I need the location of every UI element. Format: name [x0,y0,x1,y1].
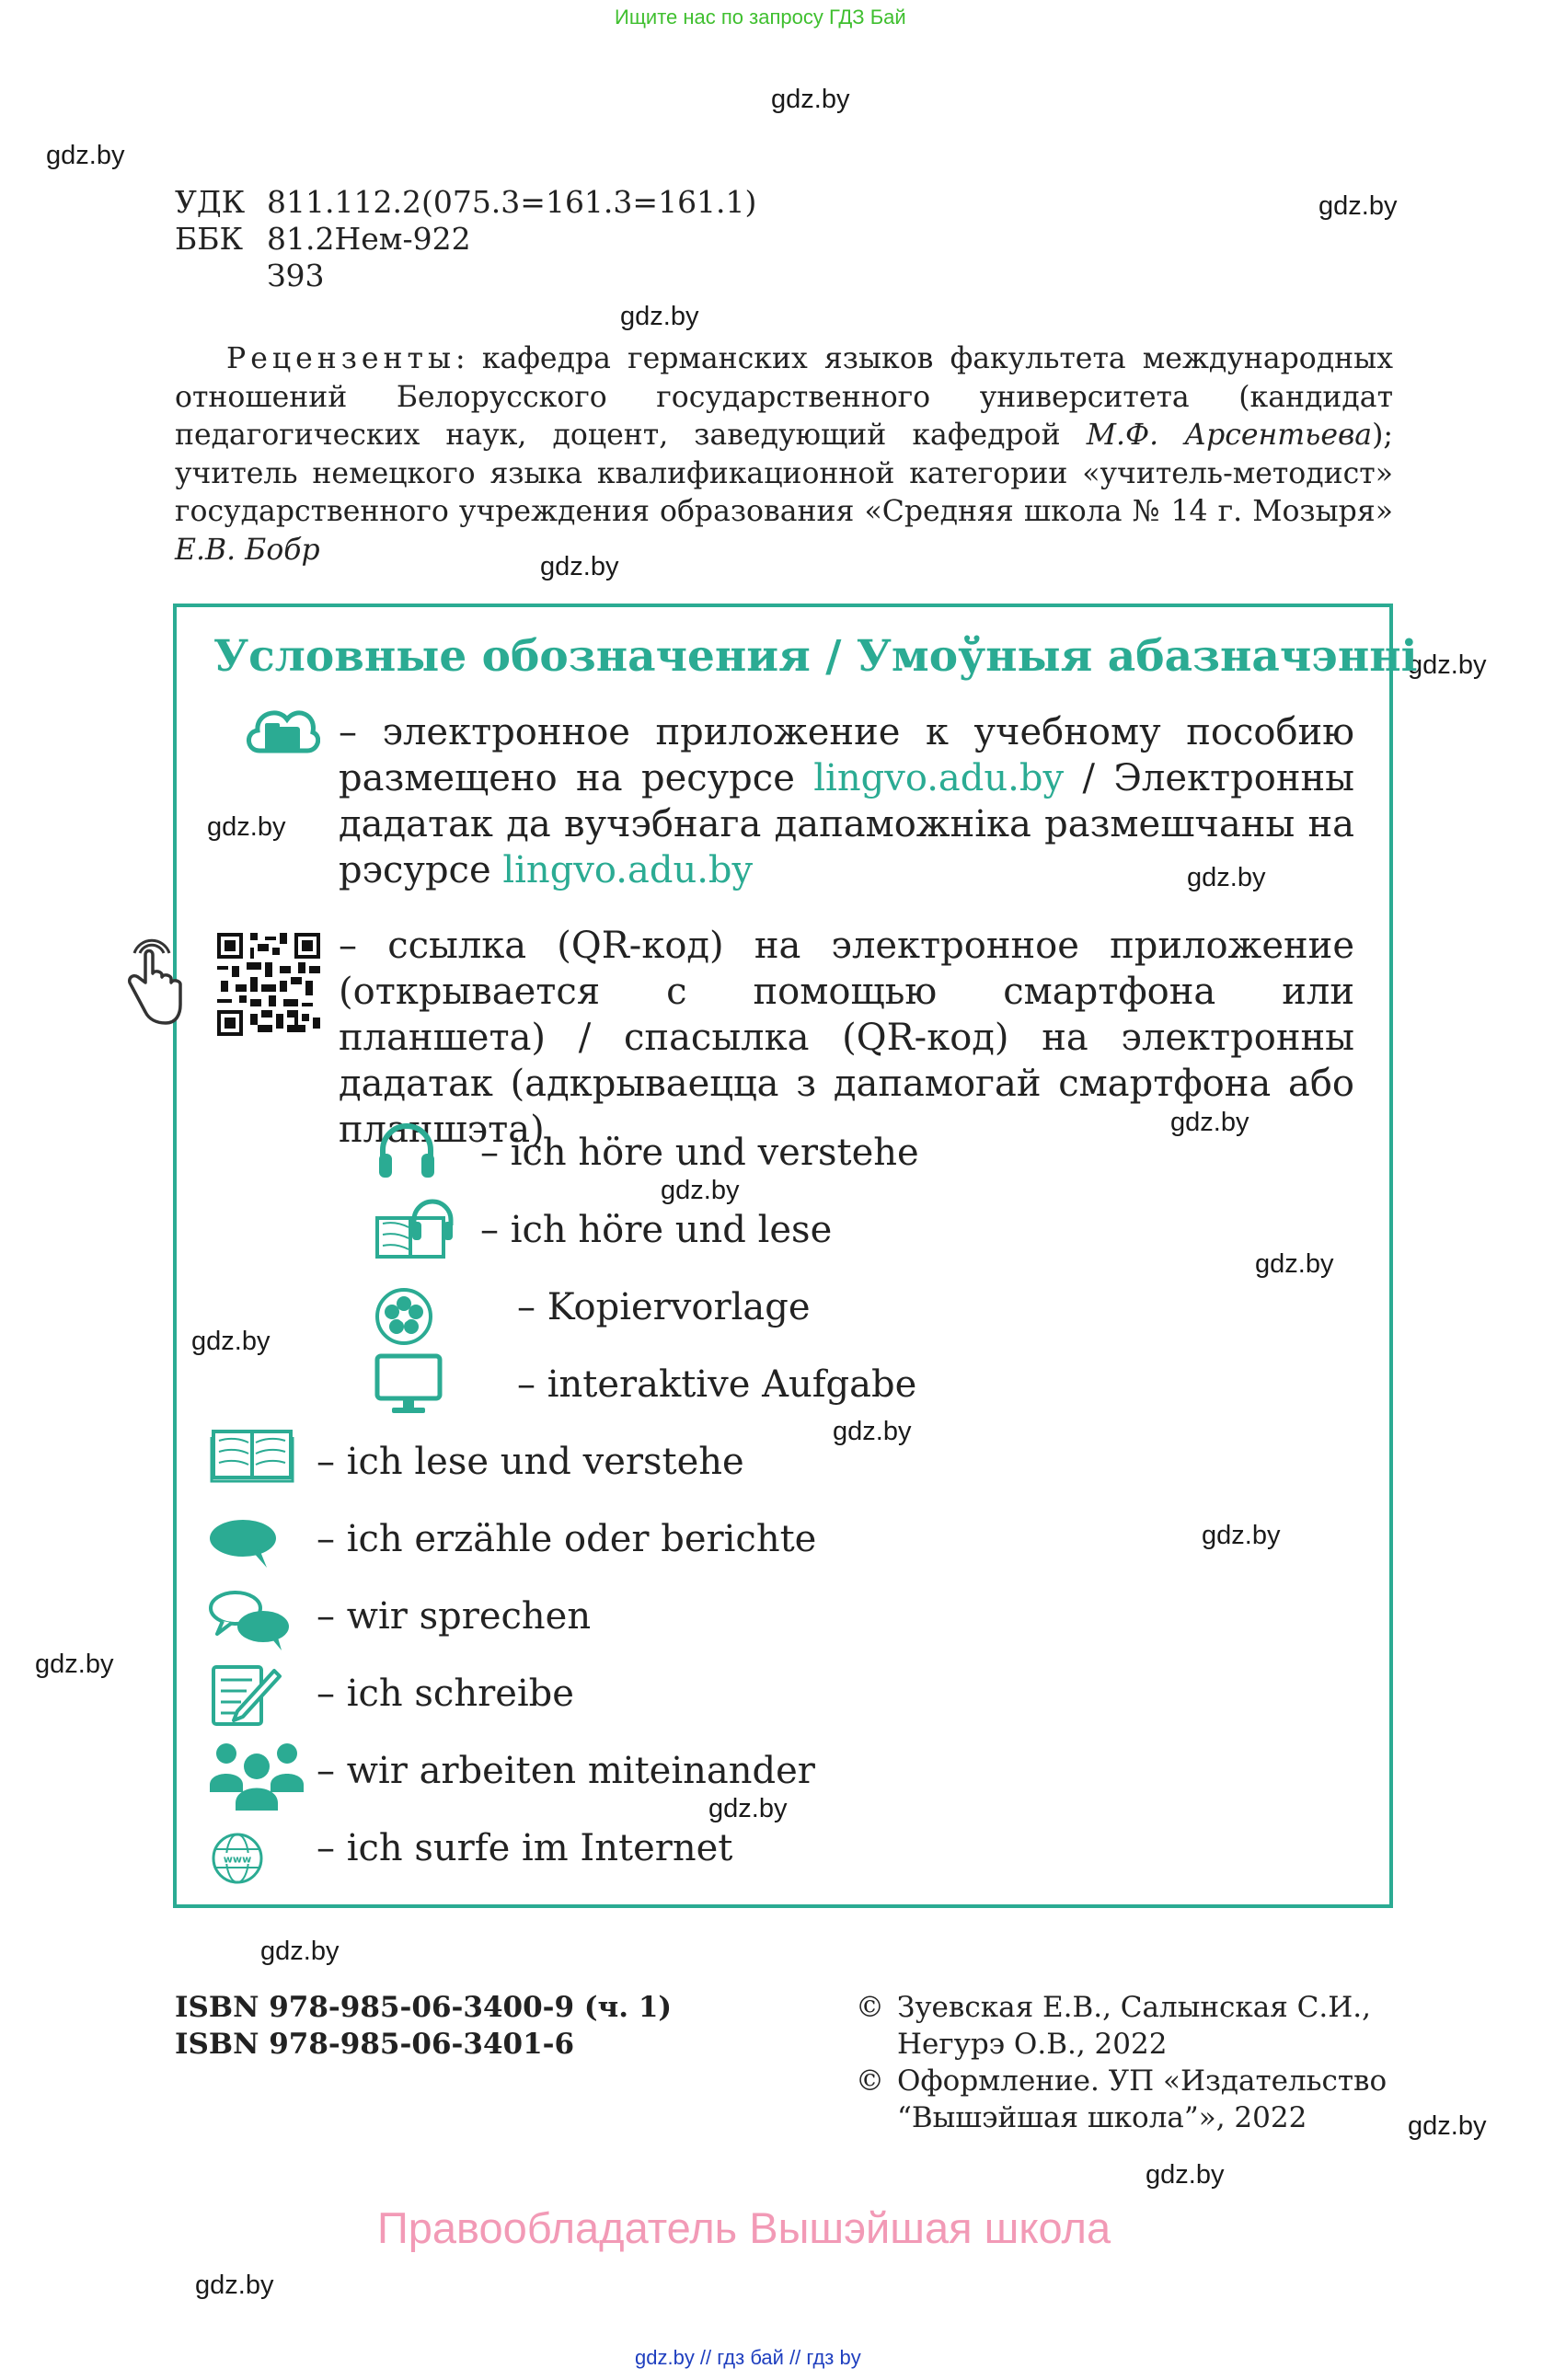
hand-pointer-icon [120,927,184,1029]
lingvo-link[interactable]: lingvo.adu.by [813,757,1065,799]
legend-item-label: – interaktive Aufgabe [517,1363,917,1406]
headphones-icon [375,1119,438,1179]
udk-label: УДК [175,184,246,220]
legend-item-label: – ich erzähle oder berichte [317,1518,817,1560]
watermark: gdz.by [195,2271,274,2300]
qr-code-icon[interactable] [217,933,320,1036]
electronic-line-1 [339,709,1354,893]
reviewers-paragraph [175,340,1393,569]
watermark: gdz.by [1146,2160,1225,2190]
legend-item-label: – ich lese und verstehe [317,1441,744,1483]
legend-item-label: – ich höre und lese [480,1209,833,1251]
top-banner[interactable]: Ищите нас по запросу ГДЗ Бай [615,6,906,29]
bbk-label: ББК [175,221,244,257]
code-line [175,258,325,294]
svg-text:www: www [223,1853,252,1866]
reviewer-name: М.Ф. Арсентьева [1086,419,1373,452]
copyright-publisher: Оформление. УП «Издательство [897,2064,1388,2098]
bottom-banner[interactable]: gdz.by // гдз бай // гдз by [635,2346,861,2369]
qr-description: – ссылка (QR-код) на электронное приложение (открывается с помощью смартфона или планшета) / спасылка (QR-код) на электронны дадатак (адкрываецца з дапамогай смартфона або планшэта) [339,925,1354,1151]
reviewers-text: : кафедра германских языков факультета международных отношений Белорусского государственного университета (кандидат педагогических наук, доцент, заведующий кафедрой [175,342,1393,452]
watermark: gdz.by [661,1176,740,1205]
watermark: gdz.by [540,552,619,581]
isbn-line: ISBN 978-985-06-3401-6 [175,2028,575,2061]
legend-item-label: – wir arbeiten miteinander [317,1750,815,1792]
legend-item-label: – Kopiervorlage [517,1286,811,1328]
book-headphones-icon [374,1198,458,1262]
dash: – [339,711,383,753]
electronic-text-by: / Электронны дадатак да вучэбнага дапаможніка размешчаны на рэсурсе [339,757,1354,891]
bbk-line [175,221,471,258]
watermark: gdz.by [771,85,850,114]
watermark: gdz.by [708,1794,788,1823]
bbk-value: 81.2Нем-922 [267,221,471,257]
watermark: gdz.by [191,1327,271,1356]
udk-value: 811.112.2(075.3=161.3=161.1) [267,184,757,220]
watermark: gdz.by [207,812,286,842]
reviewers-text: ); учитель немецкого языка квалификационной категории «учитель-методист» государственного учреждения образования «Средняя школа № 14 г. Мозыря» [175,419,1393,528]
monitor-icon [374,1352,443,1417]
watermark: gdz.by [1255,1249,1334,1279]
watermark: gdz.by [46,141,125,170]
electronic-description [339,709,1354,893]
watermark: gdz.by [1408,2111,1487,2141]
copyright-publisher: “Вышэйшая школа”», 2022 [897,2101,1307,2134]
isbn-line: ISBN 978-985-06-3400-9 (ч. 1) [175,1991,673,2024]
watermark: gdz.by [35,1650,114,1679]
electronic-text-ru: электронное приложение к учебному пособию размещено на ресурсе [339,711,1355,799]
reviewers-label: Рецензенты [226,342,456,375]
cloud-folder-icon [241,699,320,760]
watermark: gdz.by [620,302,699,331]
speech-bubble-icon [208,1516,282,1571]
globe-www-icon [210,1831,265,1886]
watermark: gdz.by [1408,650,1487,680]
copyright-symbol: © [856,2064,884,2098]
dialog-bubbles-icon [208,1588,293,1652]
flower-icon [374,1286,434,1347]
legend-item-label: – wir sprechen [317,1595,592,1638]
watermark: gdz.by [1170,1108,1249,1137]
copyright-symbol: © [856,1991,884,2024]
udk-line [175,184,756,221]
lingvo-link[interactable]: lingvo.adu.by [502,849,754,891]
watermark: gdz.by [833,1417,912,1446]
legend-title: Условные обозначения / Умоўныя абазначэнні [213,631,1418,682]
reviewer-name: Е.В. Бобр [175,533,320,567]
legend-item-label: – ich schreibe [317,1673,574,1715]
open-book-icon [210,1424,294,1485]
watermark: gdz.by [260,1937,340,1966]
watermark: gdz.by [1187,863,1266,892]
watermark: gdz.by [1202,1521,1281,1550]
copyright-authors: Зуевская Е.В., Салынская С.И., [897,1991,1371,2024]
group-icon [208,1737,305,1811]
catalog-code: З93 [267,258,325,293]
notepad-pen-icon [210,1661,283,1728]
legend-item-label: – ich surfe im Internet [317,1827,733,1869]
legend-item-label: – ich höre und verstehe [480,1132,919,1174]
copyright-authors: Негурэ О.В., 2022 [897,2028,1168,2061]
watermark: gdz.by [1318,191,1398,221]
rights-owner: Правообладатель Вышэйшая школа [377,2203,1111,2252]
